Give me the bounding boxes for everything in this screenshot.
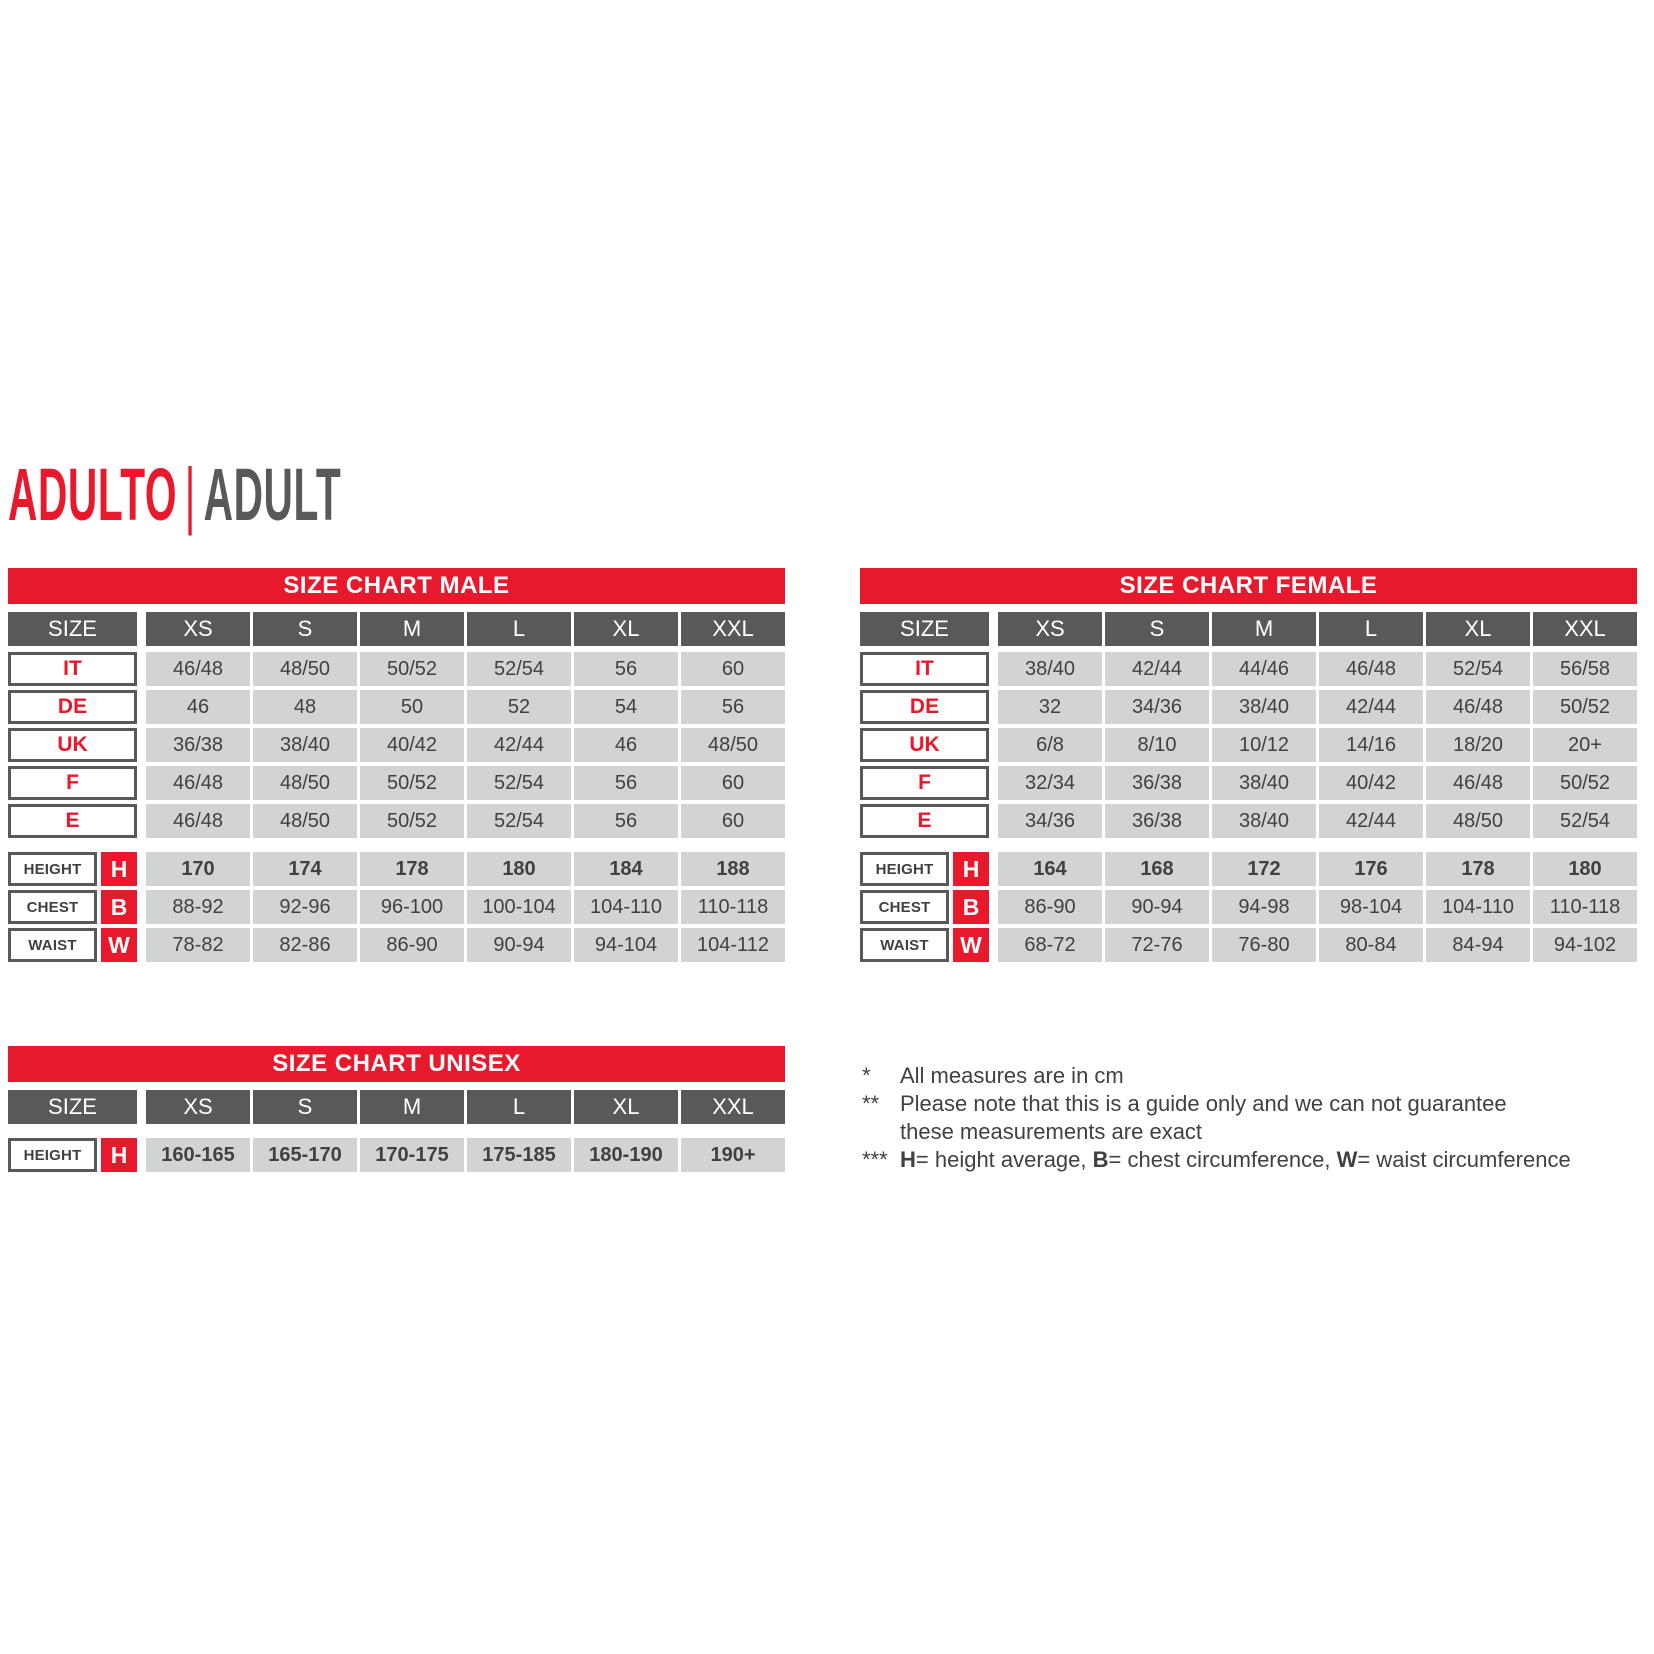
value-cell: 178 bbox=[1426, 852, 1530, 886]
footnote-text-segment: All measures are in cm bbox=[900, 1063, 1124, 1088]
value-cell: 60 bbox=[681, 652, 785, 686]
value-cell: 160-165 bbox=[146, 1138, 250, 1172]
measure-letter-w: W bbox=[953, 928, 989, 962]
row-label-de: DE bbox=[8, 690, 137, 724]
value-cell: 34/36 bbox=[1105, 690, 1209, 724]
size-row-uk bbox=[8, 728, 785, 762]
value-cell: 98-104 bbox=[1319, 890, 1423, 924]
row-label-col bbox=[860, 804, 989, 838]
column-header-row-female bbox=[860, 612, 1637, 646]
value-cell: 82-86 bbox=[253, 928, 357, 962]
value-cell: 68-72 bbox=[998, 928, 1102, 962]
footnote-text-segment: H bbox=[900, 1147, 916, 1172]
value-cell: 50/52 bbox=[360, 804, 464, 838]
measure-label-col bbox=[8, 890, 137, 924]
value-cell: 94-104 bbox=[574, 928, 678, 962]
column-header-s: S bbox=[253, 1090, 357, 1124]
column-header-m: M bbox=[1212, 612, 1316, 646]
row-values bbox=[998, 652, 1637, 686]
measure-values bbox=[146, 928, 785, 962]
column-headers bbox=[146, 612, 785, 646]
size-row-de bbox=[860, 690, 1637, 724]
value-cell: 48/50 bbox=[253, 804, 357, 838]
footnote-text-segment: W bbox=[1336, 1147, 1358, 1172]
row-values bbox=[146, 652, 785, 686]
value-cell: 178 bbox=[360, 852, 464, 886]
measure-row-chest bbox=[860, 890, 1637, 924]
size-chart-unisex-table bbox=[8, 1046, 785, 1172]
value-cell: 52/54 bbox=[467, 766, 571, 800]
value-cell: 170-175 bbox=[360, 1138, 464, 1172]
measure-values bbox=[146, 1138, 785, 1172]
column-header-row-male bbox=[8, 612, 785, 646]
value-cell: 42/44 bbox=[1319, 804, 1423, 838]
size-header-col bbox=[860, 612, 989, 646]
measure-label-col bbox=[8, 852, 137, 886]
value-cell: 46/48 bbox=[1426, 766, 1530, 800]
value-cell: 56 bbox=[574, 804, 678, 838]
value-cell: 48 bbox=[253, 690, 357, 724]
footnotes bbox=[862, 1062, 1652, 1174]
row-label-col bbox=[8, 804, 137, 838]
value-cell: 60 bbox=[681, 804, 785, 838]
value-cell: 165-170 bbox=[253, 1138, 357, 1172]
row-values bbox=[146, 728, 785, 762]
measure-values bbox=[998, 928, 1637, 962]
row-label-uk: UK bbox=[860, 728, 989, 762]
row-label-e: E bbox=[860, 804, 989, 838]
column-header-xl: XL bbox=[1426, 612, 1530, 646]
value-cell: 20+ bbox=[1533, 728, 1637, 762]
measure-letter-b: B bbox=[953, 890, 989, 924]
footnote-text bbox=[900, 1090, 1507, 1146]
row-label-col bbox=[8, 766, 137, 800]
page-title-secondary: ADULT bbox=[203, 453, 342, 536]
value-cell: 180-190 bbox=[574, 1138, 678, 1172]
measure-label-col bbox=[860, 852, 989, 886]
value-cell: 172 bbox=[1212, 852, 1316, 886]
value-cell: 46 bbox=[574, 728, 678, 762]
measure-row-height bbox=[8, 1138, 785, 1172]
measure-name-chest: CHEST bbox=[860, 890, 949, 924]
footnote-3 bbox=[862, 1146, 1652, 1174]
row-values bbox=[146, 690, 785, 724]
footnote-1 bbox=[862, 1062, 1652, 1090]
measure-name-waist: WAIST bbox=[860, 928, 949, 962]
measure-name-height: HEIGHT bbox=[860, 852, 949, 886]
value-cell: 48/50 bbox=[1426, 804, 1530, 838]
size-row-e bbox=[860, 804, 1637, 838]
footnote-marker: * bbox=[862, 1063, 871, 1088]
column-header-s: S bbox=[253, 612, 357, 646]
measure-label-col bbox=[8, 1138, 137, 1172]
value-cell: 50 bbox=[360, 690, 464, 724]
row-label-e: E bbox=[8, 804, 137, 838]
measure-label-col bbox=[860, 928, 989, 962]
footnote-text-segment: these measurements are exact bbox=[900, 1119, 1203, 1144]
measure-values bbox=[146, 852, 785, 886]
footnote-marker: *** bbox=[862, 1147, 888, 1172]
value-cell: 90-94 bbox=[1105, 890, 1209, 924]
size-chart-male-table bbox=[8, 568, 785, 962]
row-label-f: F bbox=[860, 766, 989, 800]
measure-letter-h: H bbox=[101, 852, 137, 886]
measure-values bbox=[146, 890, 785, 924]
value-cell: 44/46 bbox=[1212, 652, 1316, 686]
row-label-f: F bbox=[8, 766, 137, 800]
row-label-it: IT bbox=[860, 652, 989, 686]
value-cell: 94-102 bbox=[1533, 928, 1637, 962]
value-cell: 184 bbox=[574, 852, 678, 886]
value-cell: 90-94 bbox=[467, 928, 571, 962]
value-cell: 42/44 bbox=[1105, 652, 1209, 686]
measure-values bbox=[998, 852, 1637, 886]
value-cell: 86-90 bbox=[360, 928, 464, 962]
value-cell: 32/34 bbox=[998, 766, 1102, 800]
footnote-text-segment: = waist circumference bbox=[1357, 1147, 1571, 1172]
row-label-it: IT bbox=[8, 652, 137, 686]
measure-row-height bbox=[860, 852, 1637, 886]
value-cell: 40/42 bbox=[360, 728, 464, 762]
measure-name-waist: WAIST bbox=[8, 928, 97, 962]
value-cell: 76-80 bbox=[1212, 928, 1316, 962]
row-values bbox=[146, 804, 785, 838]
value-cell: 188 bbox=[681, 852, 785, 886]
value-cell: 180 bbox=[1533, 852, 1637, 886]
value-cell: 72-76 bbox=[1105, 928, 1209, 962]
footnote-text-segment: = height average, bbox=[915, 1147, 1093, 1172]
value-cell: 96-100 bbox=[360, 890, 464, 924]
footnote-text-segment: B bbox=[1092, 1147, 1109, 1172]
row-values bbox=[146, 766, 785, 800]
column-header-l: L bbox=[467, 612, 571, 646]
column-headers bbox=[146, 1090, 785, 1124]
value-cell: 38/40 bbox=[998, 652, 1102, 686]
value-cell: 170 bbox=[146, 852, 250, 886]
row-values bbox=[998, 690, 1637, 724]
value-cell: 110-118 bbox=[681, 890, 785, 924]
value-cell: 6/8 bbox=[998, 728, 1102, 762]
value-cell: 36/38 bbox=[146, 728, 250, 762]
value-cell: 50/52 bbox=[360, 652, 464, 686]
column-header-size: SIZE bbox=[860, 612, 989, 646]
value-cell: 10/12 bbox=[1212, 728, 1316, 762]
value-cell: 38/40 bbox=[1212, 690, 1316, 724]
value-cell: 60 bbox=[681, 766, 785, 800]
row-values bbox=[998, 728, 1637, 762]
column-header-m: M bbox=[360, 612, 464, 646]
table-title-female: SIZE CHART FEMALE bbox=[860, 568, 1637, 604]
value-cell: 80-84 bbox=[1319, 928, 1423, 962]
column-header-xxl: XXL bbox=[681, 1090, 785, 1124]
column-header-m: M bbox=[360, 1090, 464, 1124]
value-cell: 52 bbox=[467, 690, 571, 724]
page-title-primary: ADULTO bbox=[8, 453, 178, 536]
value-cell: 94-98 bbox=[1212, 890, 1316, 924]
value-cell: 56 bbox=[681, 690, 785, 724]
row-label-col bbox=[860, 652, 989, 686]
page-title-separator: | bbox=[184, 453, 196, 536]
value-cell: 52/54 bbox=[1533, 804, 1637, 838]
size-chart-female-table bbox=[860, 568, 1637, 962]
value-cell: 54 bbox=[574, 690, 678, 724]
measure-letter-b: B bbox=[101, 890, 137, 924]
row-label-col bbox=[860, 728, 989, 762]
row-label-col bbox=[860, 690, 989, 724]
column-header-xs: XS bbox=[146, 612, 250, 646]
value-cell: 56 bbox=[574, 766, 678, 800]
column-header-l: L bbox=[1319, 612, 1423, 646]
value-cell: 48/50 bbox=[681, 728, 785, 762]
value-cell: 180 bbox=[467, 852, 571, 886]
table-title-male: SIZE CHART MALE bbox=[8, 568, 785, 604]
value-cell: 104-112 bbox=[681, 928, 785, 962]
footnote-2 bbox=[862, 1090, 1652, 1146]
value-cell: 104-110 bbox=[1426, 890, 1530, 924]
footnote-text bbox=[900, 1062, 1124, 1090]
value-cell: 174 bbox=[253, 852, 357, 886]
column-header-l: L bbox=[467, 1090, 571, 1124]
footnote-text-segment: = chest circumference, bbox=[1108, 1147, 1337, 1172]
measure-row-waist bbox=[8, 928, 785, 962]
value-cell: 52/54 bbox=[467, 652, 571, 686]
value-cell: 38/40 bbox=[253, 728, 357, 762]
value-cell: 18/20 bbox=[1426, 728, 1530, 762]
column-header-size: SIZE bbox=[8, 1090, 137, 1124]
size-row-f bbox=[860, 766, 1637, 800]
value-cell: 42/44 bbox=[467, 728, 571, 762]
measure-letter-w: W bbox=[101, 928, 137, 962]
column-header-s: S bbox=[1105, 612, 1209, 646]
value-cell: 42/44 bbox=[1319, 690, 1423, 724]
column-header-xl: XL bbox=[574, 612, 678, 646]
value-cell: 38/40 bbox=[1212, 766, 1316, 800]
footnote-text-segment: Please note that this is a guide only and we can not guarantee bbox=[900, 1091, 1507, 1116]
measure-letter-h: H bbox=[953, 852, 989, 886]
value-cell: 36/38 bbox=[1105, 766, 1209, 800]
value-cell: 46/48 bbox=[1319, 652, 1423, 686]
row-values bbox=[998, 766, 1637, 800]
measure-row-chest bbox=[8, 890, 785, 924]
value-cell: 46/48 bbox=[146, 766, 250, 800]
size-row-it bbox=[860, 652, 1637, 686]
value-cell: 100-104 bbox=[467, 890, 571, 924]
column-header-size: SIZE bbox=[8, 612, 137, 646]
value-cell: 56 bbox=[574, 652, 678, 686]
value-cell: 50/52 bbox=[1533, 766, 1637, 800]
value-cell: 110-118 bbox=[1533, 890, 1637, 924]
column-header-xxl: XXL bbox=[1533, 612, 1637, 646]
row-label-col bbox=[8, 652, 137, 686]
value-cell: 78-82 bbox=[146, 928, 250, 962]
measure-name-height: HEIGHT bbox=[8, 852, 97, 886]
measure-name-height: HEIGHT bbox=[8, 1138, 97, 1172]
value-cell: 46/48 bbox=[146, 652, 250, 686]
size-header-col bbox=[8, 612, 137, 646]
value-cell: 46/48 bbox=[1426, 690, 1530, 724]
value-cell: 38/40 bbox=[1212, 804, 1316, 838]
value-cell: 190+ bbox=[681, 1138, 785, 1172]
value-cell: 56/58 bbox=[1533, 652, 1637, 686]
value-cell: 48/50 bbox=[253, 652, 357, 686]
column-header-xs: XS bbox=[146, 1090, 250, 1124]
measure-label-col bbox=[8, 928, 137, 962]
row-label-col bbox=[8, 728, 137, 762]
row-label-de: DE bbox=[860, 690, 989, 724]
value-cell: 86-90 bbox=[998, 890, 1102, 924]
value-cell: 168 bbox=[1105, 852, 1209, 886]
row-label-col bbox=[860, 766, 989, 800]
value-cell: 50/52 bbox=[360, 766, 464, 800]
size-row-f bbox=[8, 766, 785, 800]
column-header-row-unisex bbox=[8, 1090, 785, 1124]
page-title bbox=[8, 453, 342, 536]
value-cell: 92-96 bbox=[253, 890, 357, 924]
value-cell: 14/16 bbox=[1319, 728, 1423, 762]
row-values bbox=[998, 804, 1637, 838]
size-row-uk bbox=[860, 728, 1637, 762]
value-cell: 50/52 bbox=[1533, 690, 1637, 724]
value-cell: 52/54 bbox=[467, 804, 571, 838]
value-cell: 32 bbox=[998, 690, 1102, 724]
column-header-xxl: XXL bbox=[681, 612, 785, 646]
value-cell: 175-185 bbox=[467, 1138, 571, 1172]
measure-letter-h: H bbox=[101, 1138, 137, 1172]
value-cell: 8/10 bbox=[1105, 728, 1209, 762]
measure-row-height bbox=[8, 852, 785, 886]
size-row-it bbox=[8, 652, 785, 686]
measure-values bbox=[998, 890, 1637, 924]
measure-name-chest: CHEST bbox=[8, 890, 97, 924]
value-cell: 164 bbox=[998, 852, 1102, 886]
value-cell: 34/36 bbox=[998, 804, 1102, 838]
footnote-text bbox=[900, 1146, 1571, 1174]
value-cell: 36/38 bbox=[1105, 804, 1209, 838]
value-cell: 40/42 bbox=[1319, 766, 1423, 800]
value-cell: 52/54 bbox=[1426, 652, 1530, 686]
value-cell: 88-92 bbox=[146, 890, 250, 924]
footnote-marker: ** bbox=[862, 1091, 880, 1116]
value-cell: 104-110 bbox=[574, 890, 678, 924]
row-label-col bbox=[8, 690, 137, 724]
value-cell: 46/48 bbox=[146, 804, 250, 838]
value-cell: 46 bbox=[146, 690, 250, 724]
table-title-unisex: SIZE CHART UNISEX bbox=[8, 1046, 785, 1082]
column-headers bbox=[998, 612, 1637, 646]
measure-row-waist bbox=[860, 928, 1637, 962]
value-cell: 176 bbox=[1319, 852, 1423, 886]
size-row-de bbox=[8, 690, 785, 724]
value-cell: 84-94 bbox=[1426, 928, 1530, 962]
measure-label-col bbox=[860, 890, 989, 924]
size-row-e bbox=[8, 804, 785, 838]
column-header-xl: XL bbox=[574, 1090, 678, 1124]
column-header-xs: XS bbox=[998, 612, 1102, 646]
row-label-uk: UK bbox=[8, 728, 137, 762]
size-header-col bbox=[8, 1090, 137, 1124]
value-cell: 48/50 bbox=[253, 766, 357, 800]
